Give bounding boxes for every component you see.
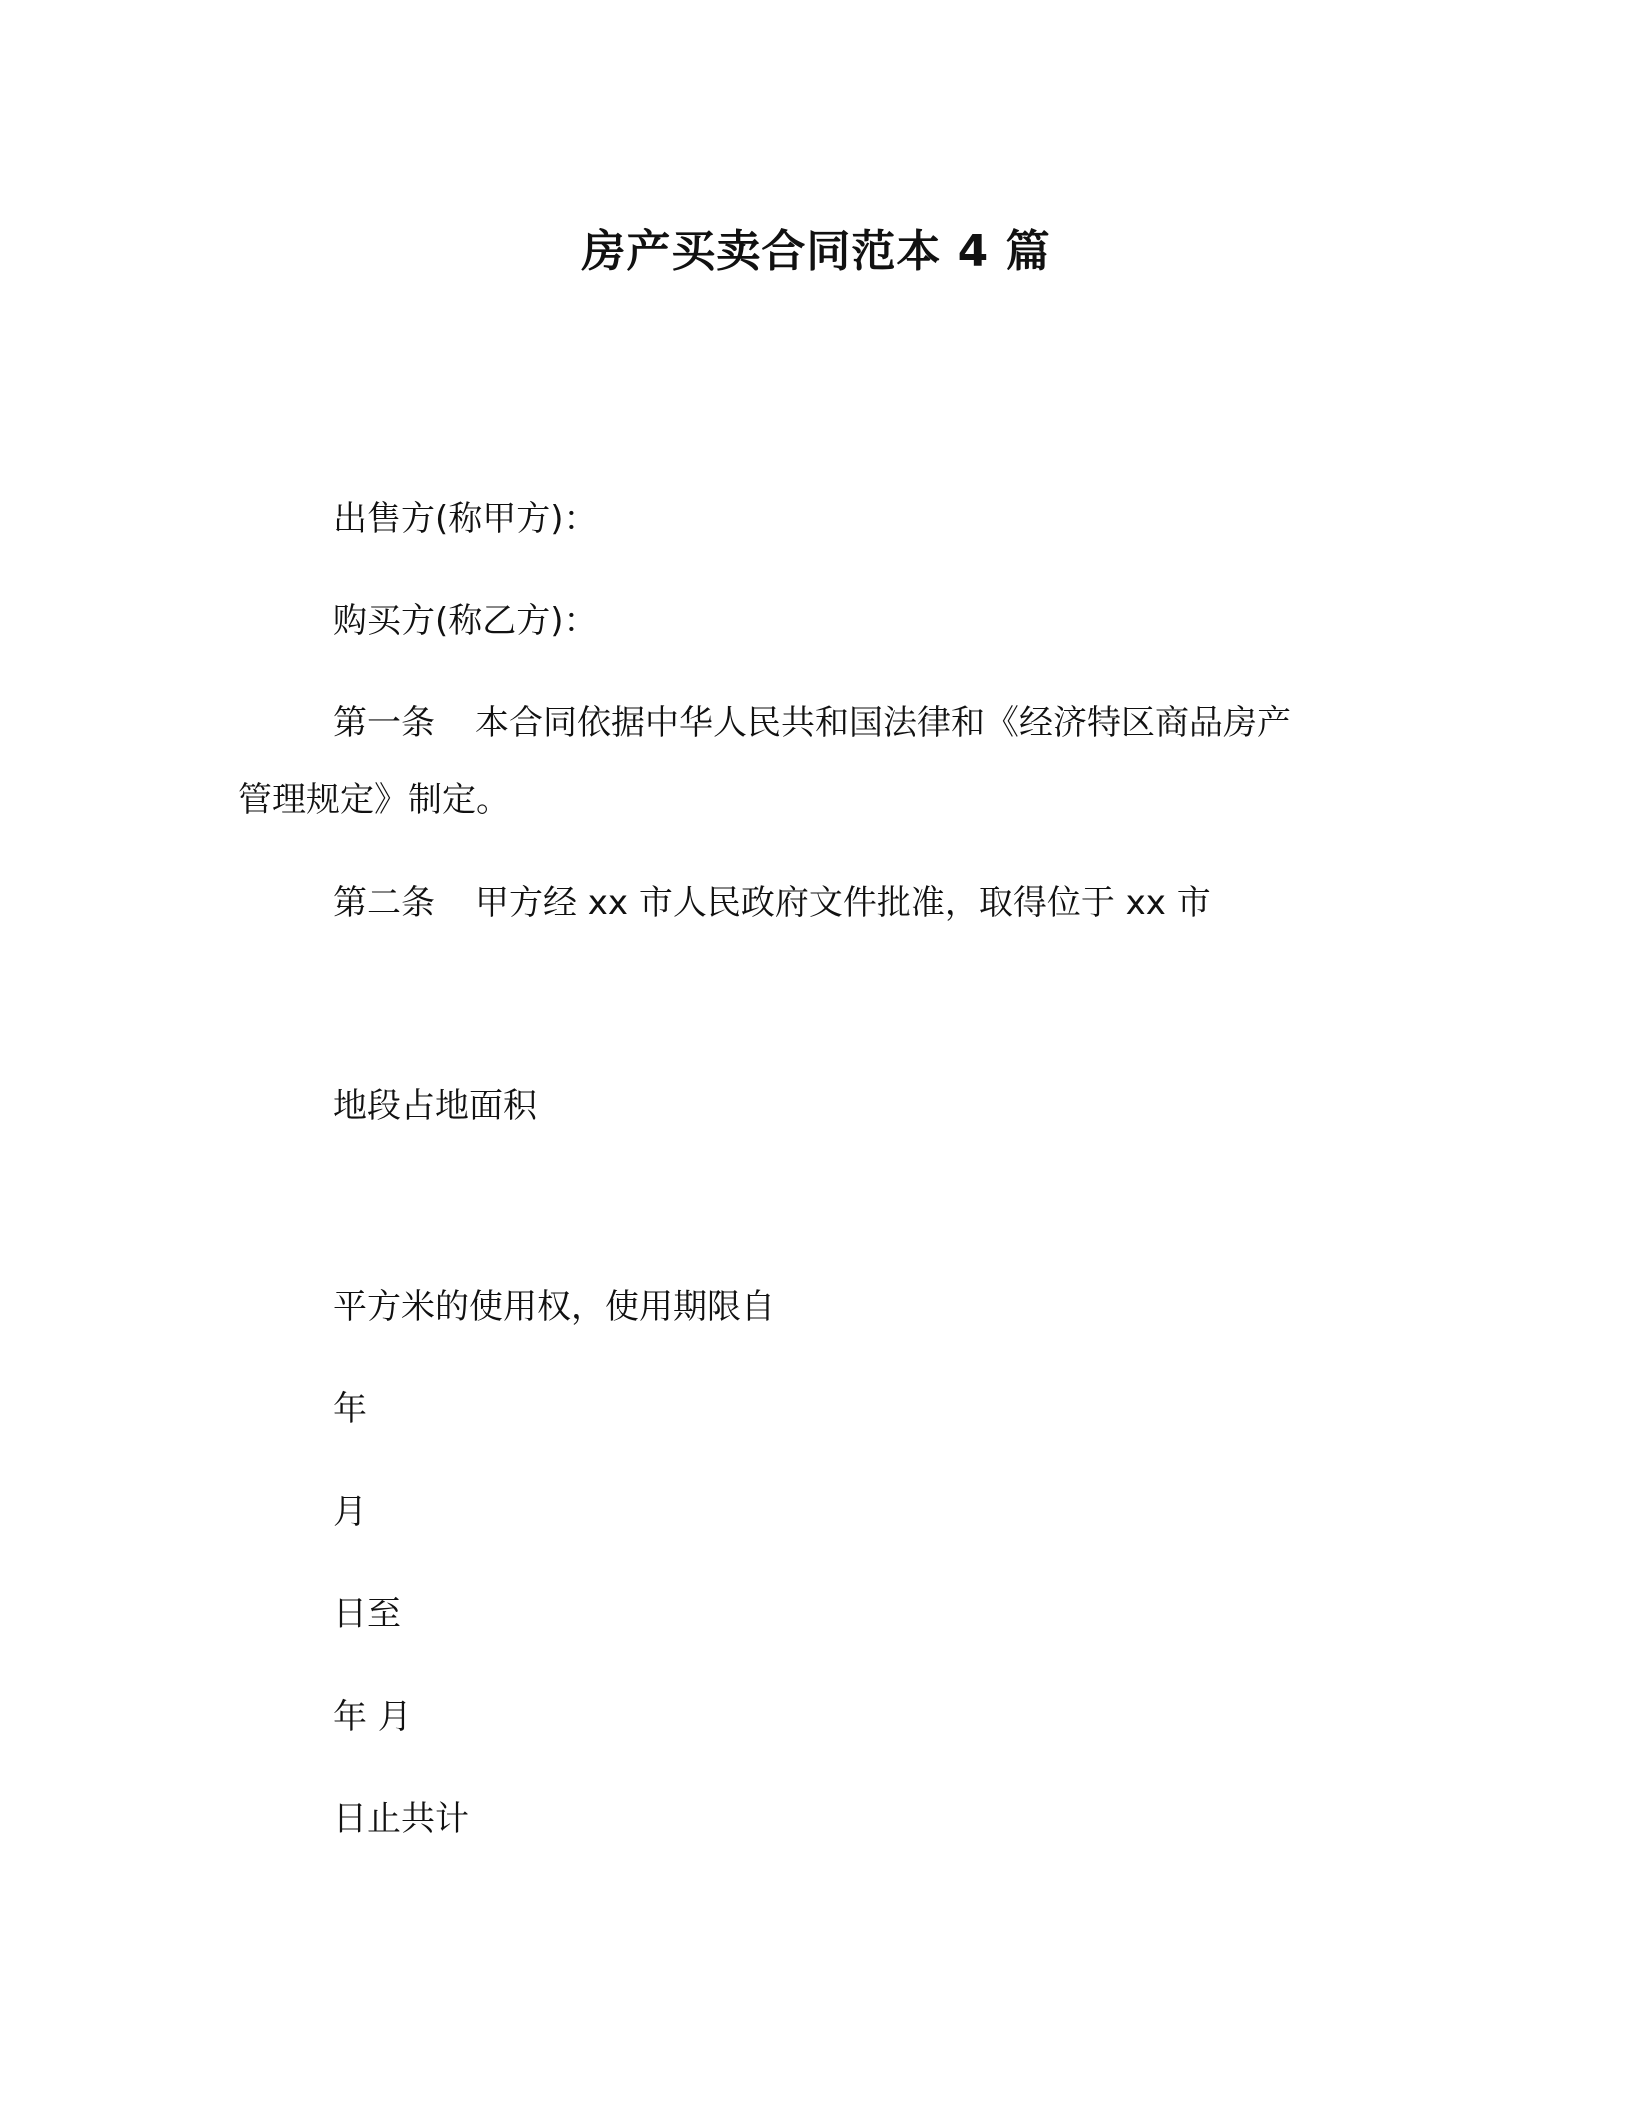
article-2-line-1: [333, 879, 1211, 927]
article-1-line-2: 管理规定》制定。: [238, 780, 510, 820]
day-total-line: 日止共计: [333, 1799, 469, 1839]
article-1-line-1: [333, 699, 1291, 747]
year-month-line: 年 月: [333, 1697, 412, 1737]
article-2-text: 甲方经 xx 市人民政府文件批准，取得位于 xx 市: [475, 883, 1211, 923]
article-1-label: 第一条: [333, 703, 435, 743]
document-title: 房产买卖合同范本 4 篇: [581, 226, 1051, 277]
land-area-line: 地段占地面积: [333, 1086, 537, 1126]
article-1-text: 本合同依据中华人民共和国法律和《经济特区商品房产: [475, 703, 1291, 743]
article-2-label: 第二条: [333, 883, 435, 923]
seller-line: 出售方(称甲方)：: [333, 499, 598, 539]
year-line: 年: [333, 1389, 367, 1429]
month-line: 月: [333, 1492, 367, 1532]
buyer-line: 购买方(称乙方)：: [333, 601, 598, 641]
usage-right-line: 平方米的使用权，使用期限自: [333, 1287, 775, 1327]
day-to-line: 日至: [333, 1594, 401, 1634]
